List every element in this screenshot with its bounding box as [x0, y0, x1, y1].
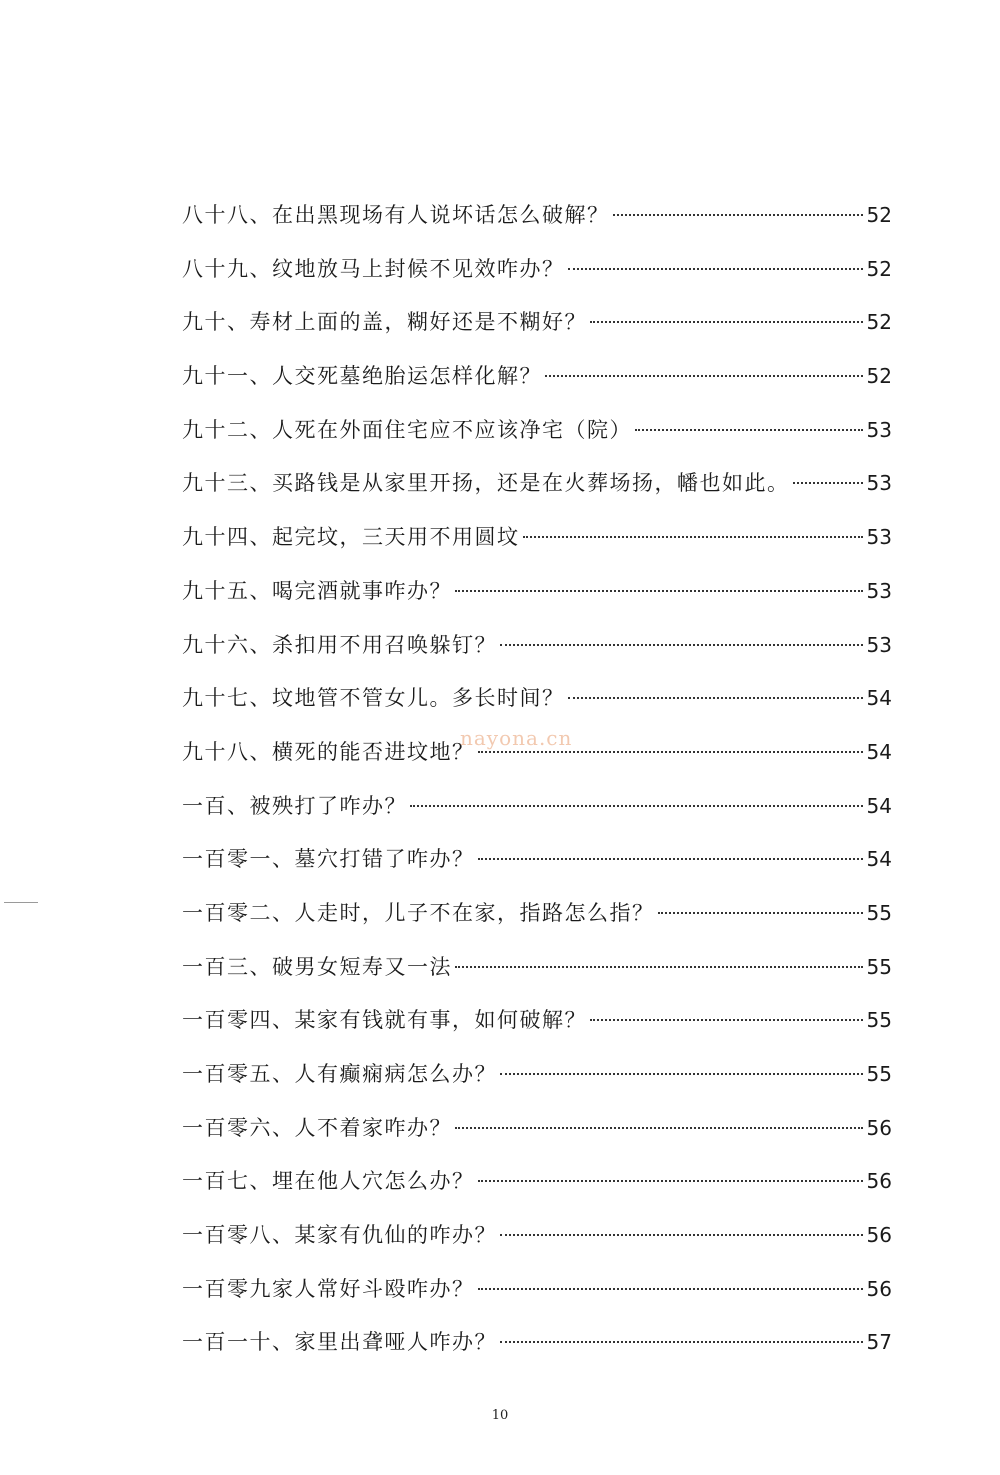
toc-entry-page: 55	[866, 1008, 892, 1033]
toc-entry	[182, 895, 892, 949]
toc-dot-leader	[793, 482, 863, 484]
toc-dot-leader	[455, 1127, 863, 1129]
toc-dot-leader	[613, 214, 863, 216]
toc-entry-title: 九十六、杀扣用不用召唤躲钉？	[182, 632, 497, 657]
toc-entry	[182, 1002, 892, 1056]
toc-entry-page: 56	[866, 1223, 892, 1248]
toc-entry	[182, 949, 892, 1003]
toc-entry-title: 一百零二、人走时，儿子不在家，指路怎么指？	[182, 900, 655, 925]
toc-entry-title: 一百零四、某家有钱就有事，如何破解？	[182, 1008, 587, 1033]
toc-entry	[182, 1324, 892, 1378]
toc-entry	[182, 465, 892, 519]
toc-entry	[182, 1271, 892, 1325]
toc-dot-leader	[500, 644, 863, 646]
toc-dot-leader	[590, 321, 863, 323]
toc-entry	[182, 412, 892, 466]
toc-dot-leader	[410, 805, 863, 807]
toc-entry-page: 55	[866, 1062, 892, 1086]
toc-entry-title: 一百零一、墓穴打错了咋办？	[182, 847, 475, 872]
toc-entry-page: 55	[866, 954, 892, 979]
toc-dot-leader	[568, 697, 863, 699]
toc-entry-page: 56	[866, 1276, 892, 1301]
toc-dot-leader	[500, 1234, 863, 1236]
toc-entry	[182, 1217, 892, 1271]
toc-entry-page: 53	[866, 471, 892, 496]
toc-entry-title: 九十一、人交死墓绝胎运怎样化解？	[182, 364, 542, 389]
toc-entry	[182, 1163, 892, 1217]
toc-entry-page: 54	[866, 793, 892, 818]
toc-dot-leader	[590, 1019, 863, 1021]
toc-entry	[182, 1056, 892, 1110]
toc-entry-title: 九十七、坟地管不管女儿。多长时间？	[182, 686, 565, 711]
toc-entry	[182, 197, 892, 251]
toc-dot-leader	[500, 1073, 863, 1075]
toc-entry-title: 九十四、起完坟，三天用不用圆坟	[182, 525, 520, 550]
toc-entry-title: 九十八、横死的能否进坟地？	[182, 739, 475, 764]
toc-dot-leader	[478, 1180, 863, 1182]
toc-entry	[182, 358, 892, 412]
toc-entry-page: 56	[866, 1115, 892, 1140]
toc-entry-page: 52	[866, 310, 892, 335]
toc-entry-page: 53	[866, 632, 892, 657]
toc-entry	[182, 1110, 892, 1164]
toc-entry-title: 九十、寿材上面的盖，糊好还是不糊好？	[182, 310, 587, 335]
toc-dot-leader	[523, 536, 863, 538]
toc-entry-page: 53	[866, 578, 892, 603]
toc-entry-page: 52	[866, 256, 892, 281]
toc-entry-title: 九十二、人死在外面住宅应不应该净宅（院）	[182, 417, 632, 442]
toc-entry-page: 52	[866, 203, 892, 227]
toc-entry-page: 54	[866, 686, 892, 711]
toc-entry-title: 九十五、喝完酒就事咋办？	[182, 578, 452, 603]
toc-entry	[182, 251, 892, 305]
toc-dot-leader	[455, 966, 863, 968]
page-number: 10	[491, 1408, 509, 1423]
toc-entry	[182, 304, 892, 358]
toc-entry	[182, 573, 892, 627]
toc-dot-leader	[545, 375, 863, 377]
toc-entry-title: 八十八、在出黑现场有人说坏话怎么破解？	[182, 203, 610, 227]
toc-entry-title: 一百零五、人有癫痫病怎么办？	[182, 1062, 497, 1086]
toc-entry	[182, 788, 892, 842]
toc-dot-leader	[478, 858, 863, 860]
toc-dot-leader	[635, 429, 863, 431]
toc-dot-leader	[500, 1341, 863, 1343]
scan-mark	[4, 902, 38, 903]
toc-entry-title: 一百零八、某家有仇仙的咋办？	[182, 1223, 497, 1248]
toc-dot-leader	[568, 268, 863, 270]
toc-entry	[182, 627, 892, 681]
toc-dot-leader	[455, 590, 863, 592]
table-of-contents	[182, 197, 892, 1378]
toc-entry	[182, 841, 892, 895]
toc-entry-page: 54	[866, 739, 892, 764]
toc-dot-leader	[478, 1288, 863, 1290]
toc-dot-leader	[658, 912, 863, 914]
toc-entry-title: 九十三、买路钱是从家里开扬，还是在火葬场扬，幡也如此。	[182, 471, 790, 496]
toc-entry-title: 八十九、纹地放马上封候不见效咋办？	[182, 256, 565, 281]
toc-entry-page: 57	[866, 1330, 892, 1355]
toc-entry-title: 一百、被殃打了咋办？	[182, 793, 407, 818]
toc-entry-title: 一百三、破男女短寿又一法	[182, 954, 452, 979]
toc-dot-leader	[478, 751, 863, 753]
watermark: nayona.cn	[460, 726, 573, 750]
toc-entry-title: 一百零九家人常好斗殴咋办？	[182, 1276, 475, 1301]
toc-entry-page: 55	[866, 900, 892, 925]
toc-entry-title: 一百一十、家里出聋哑人咋办？	[182, 1330, 497, 1355]
toc-entry-page: 56	[866, 1169, 892, 1194]
toc-entry-title: 一百零六、人不着家咋办？	[182, 1115, 452, 1140]
toc-entry-page: 53	[866, 525, 892, 550]
toc-entry-page: 54	[866, 847, 892, 872]
toc-entry	[182, 519, 892, 573]
toc-entry-page: 52	[866, 364, 892, 389]
toc-entry-title: 一百七、埋在他人穴怎么办？	[182, 1169, 475, 1194]
toc-entry-page: 53	[866, 417, 892, 442]
